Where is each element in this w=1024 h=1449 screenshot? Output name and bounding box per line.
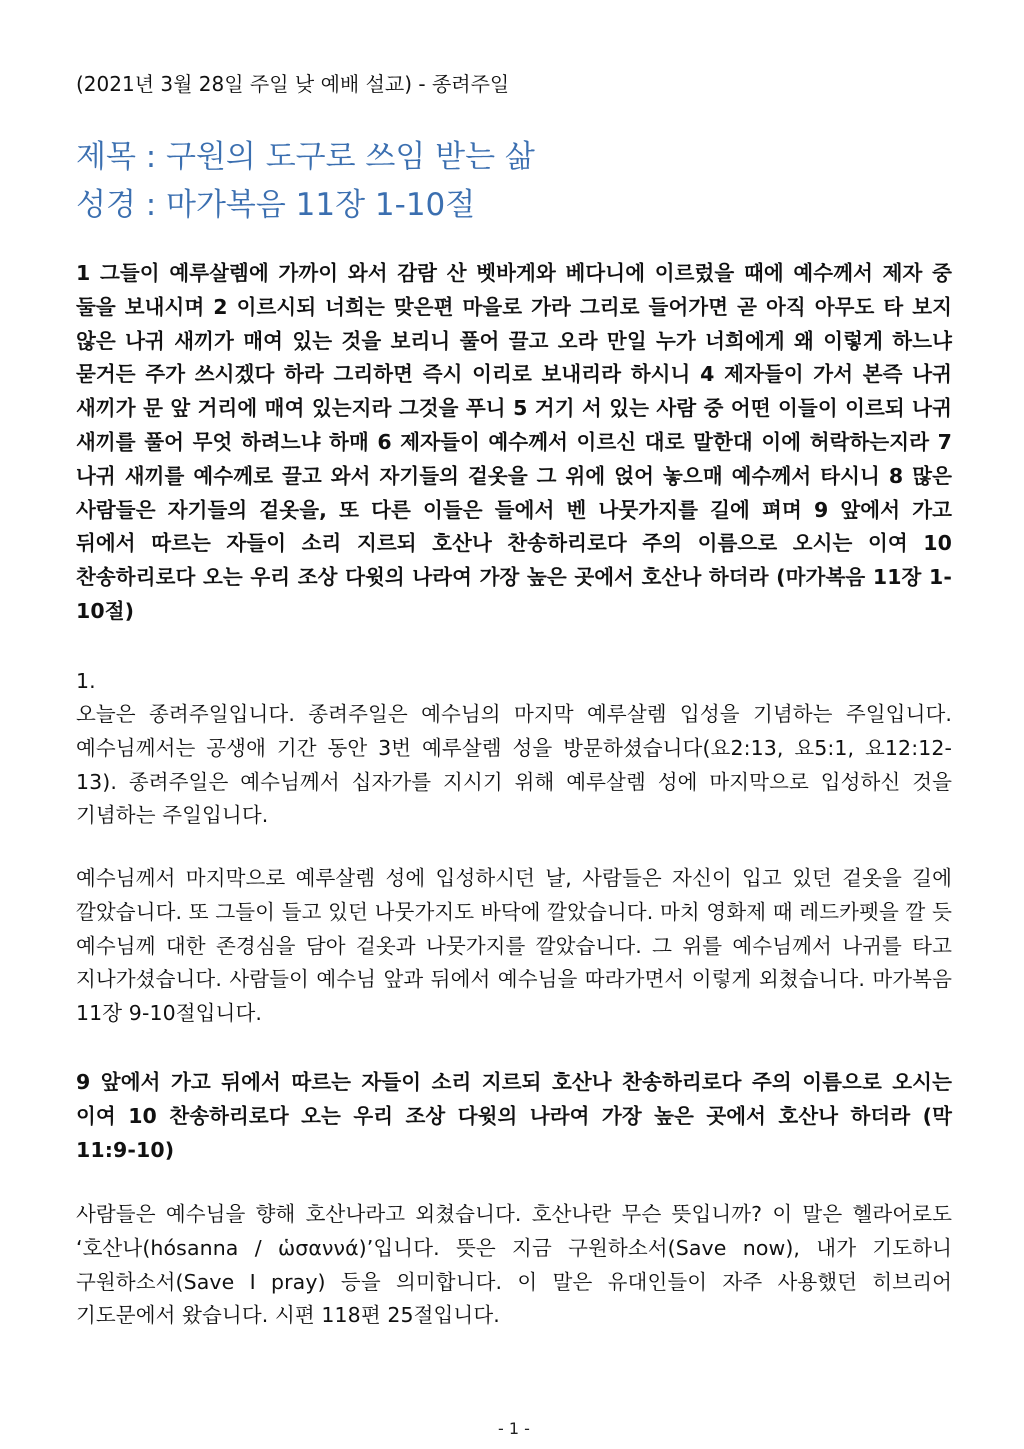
page-number: - 1 -: [498, 1419, 530, 1438]
document-page: [76, 0, 952, 1449]
scripture-passage: 1 그들이 예루살렘에 가까이 와서 감람 산 벳바게와 베다니에 이르렀을 때에 예수께서 제자 중 둘을 보내시며 2 이르시되 너희는 맞은편 마을로 가라 그리로 들어가면 곧 아직 아무도 타 보지 않은 나귀 새끼가 매여 있는 것을 보리니 풀어 끌고 오라 만일 누가 너희에게 왜 이렇게 하느냐 묻거든 주가 쓰시겠다 하라 그리하면 즉시 이리로 보내리라 하시니 4 제자들이 가서 본즉 나귀 새끼가 문 앞 거리에 매여 있는지라 그것을 푸니 5 거기 서 있는 사람 중 어떤 이들이 이르되 나귀 새끼를 풀어 무엇 하려느냐 하매 6 제자들이 예수께서 이르신 대로 말한대 이에 허락하는지라 7 나귀 새끼를 예수께로 끌고 와서 자기들의 겉옷을 그 위에 얹어 놓으매 예수께서 타시니 8 많은 사람들은 자기들의 겉옷을, 또 다른 이들은 들에서 벤 나뭇가지를 길에 펴며 9 앞에서 가고 뒤에서 따르는 자들이 소리 지르되 호산나 찬송하리로다 주의 이름으로 오시는 이여 10 찬송하리로다 오는 우리 조상 다윗의 나라여 가장 높은 곳에서 호산나 하더라 (마가복음 11장 1-10절): [76, 261, 952, 623]
section-number: 1.: [76, 669, 96, 693]
sermon-title: 제목 : 구원의 도구로 쓰임 받는 삶: [76, 139, 535, 175]
body-paragraph-2: 예수님께서 마지막으로 예루살렘 성에 입성하시던 날, 사람들은 자신이 입고 있던 겉옷을 길에 깔았습니다. 또 그들이 들고 있던 나뭇가지도 바닥에 깔았습니다. 마치 영화제 때 레드카펫을 깔 듯 예수님께 대한 존경심을 담아 겉옷과 나뭇가지를 깔았습니다. 그 위를 예수님께서 나귀를 타고 지나가셨습니다. 사람들이 예수님 앞과 뒤에서 예수님을 따라가면서 이렇게 외쳤습니다. 마가복음 11장 9-10절입니다.: [76, 866, 952, 1026]
body-paragraph-3: 사람들은 예수님을 향해 호산나라고 외쳤습니다. 호산나란 무슨 뜻입니까? 이 말은 헬라어로도 ‘호산나(hósanna / ὡσαννά)’입니다. 뜻은 지금 구원하소서(Save now), 내가 기도하니 구원하소서(Save I pray) 등을 의미합니다. 이 말은 유대인들이 자주 사용했던 히브리어 기도문에서 왔습니다. 시편 118편 25절입니다.: [76, 1202, 952, 1328]
scripture-reference: 성경 : 마가복음 11장 1-10절: [76, 187, 476, 223]
scripture-quote: 9 앞에서 가고 뒤에서 따르는 자들이 소리 지르되 호산나 찬송하리로다 주의 이름으로 오시는 이여 10 찬송하리로다 오는 우리 조상 다윗의 나라여 가장 높은 곳에서 호산나 하더라 (막 11:9-10): [76, 1070, 952, 1162]
body-paragraph-1: 오늘은 종려주일입니다. 종려주일은 예수님의 마지막 예루살렘 입성을 기념하는 주일입니다. 예수님께서는 공생애 기간 동안 3번 예루살렘 성을 방문하셨습니다(요2:13, 요5:1, 요12:12-13). 종려주일은 예수님께서 십자가를 지시기 위해 예루살렘 성에 마지막으로 입성하신 것을 기념하는 주일입니다.: [76, 702, 952, 828]
sermon-date-header: (2021년 3월 28일 주일 낮 예배 설교) - 종려주일: [76, 72, 510, 96]
